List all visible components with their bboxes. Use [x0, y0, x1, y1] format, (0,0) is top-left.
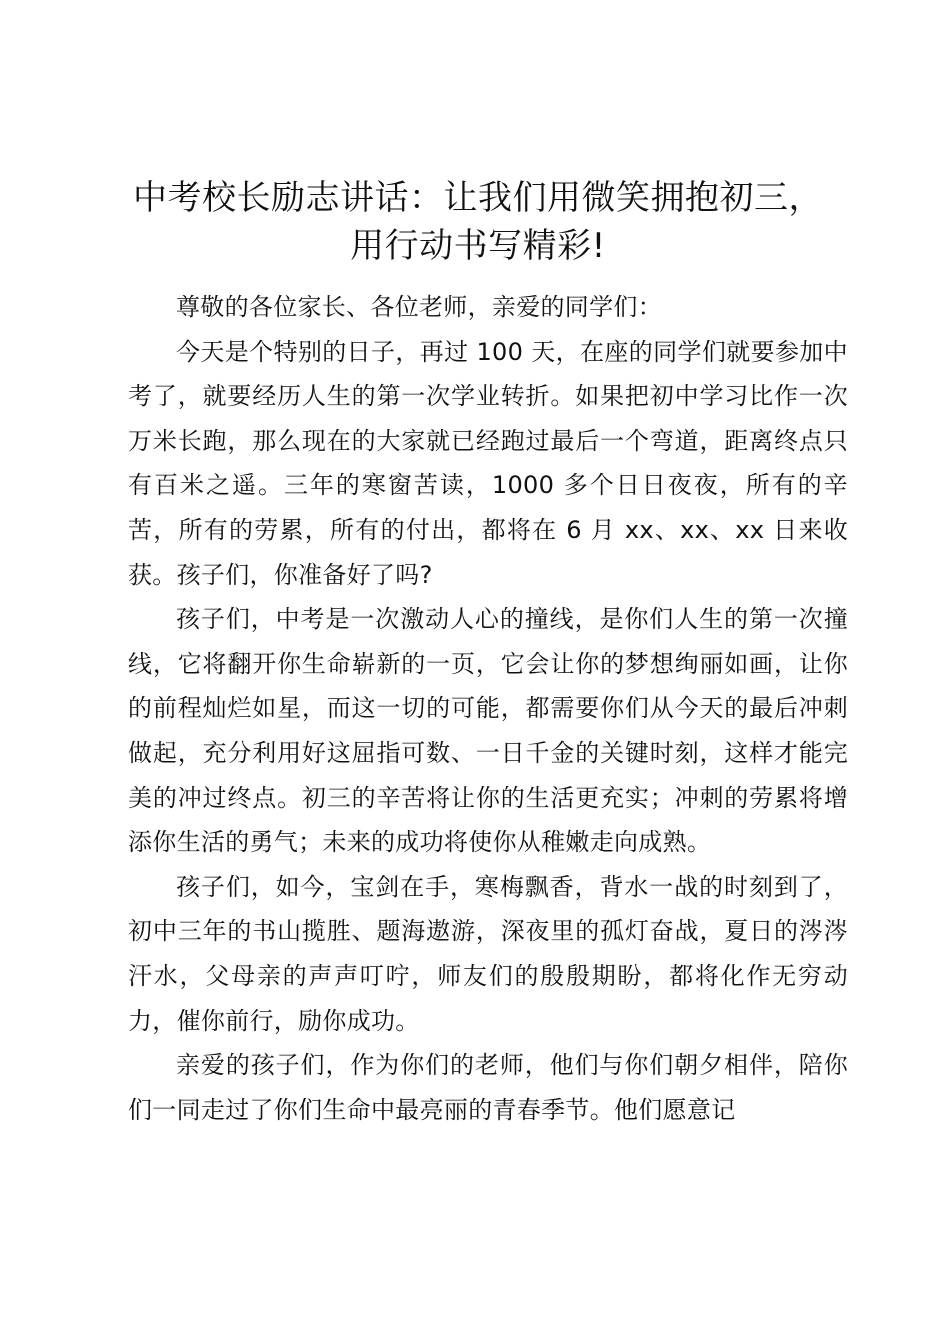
- paragraph-salutation: 尊敬的各位家长、各位老师，亲爱的同学们：: [176, 293, 662, 321]
- paragraph: 孩子们，中考是一次激动人心的撞线，是你们人生的第一次撞线，它将翻开你生命崭新的一页，它会让你的梦想绚丽如画，让你的前程灿烂如星，而这一切的可能，都需要你们从今天的最后冲刺做起，充分利用好这屈指可数、一日千金的关键时刻，这样才能完美的冲过终点。初三的辛苦将让你的生活更充实；冲刺的劳累将增添你生活的勇气；未来的成功将使你从稚嫩走向成熟。: [128, 605, 848, 857]
- paragraph: 亲爱的孩子们，作为你们的老师，他们与你们朝夕相伴，陪你们一同走过了你们生命中最亮丽的青春季节。他们愿意记: [128, 1051, 848, 1124]
- paragraph: 今天是个特别的日子，再过 100 天，在座的同学们就要参加中考了，就要经历人生的第一次学业转折。如果把初中学习比作一次万米长跑，那么现在的大家就已经跑过最后一个弯道，距离终点只有百米之遥。三年的寒窗苦读，1000 多个日日夜夜，所有的辛苦，所有的劳累，所有的付出，都将在 6 月 xx、xx、xx 日来收获。孩子们，你准备好了吗?: [128, 337, 848, 589]
- document-title: 中考校长励志讲话：让我们用微笑拥抱初三，用行动书写精彩!: [133, 178, 823, 266]
- document-body: [128, 285, 848, 1132]
- paragraph: 孩子们，如今，宝剑在手，寒梅飘香，背水一战的时刻到了，初中三年的书山揽胜、题海遨游，深夜里的孤灯奋战，夏日的涔涔汗水，父母亲的声声叮咛，师友们的殷殷期盼，都将化作无穷动力，催你前行，励你成功。: [128, 872, 848, 1035]
